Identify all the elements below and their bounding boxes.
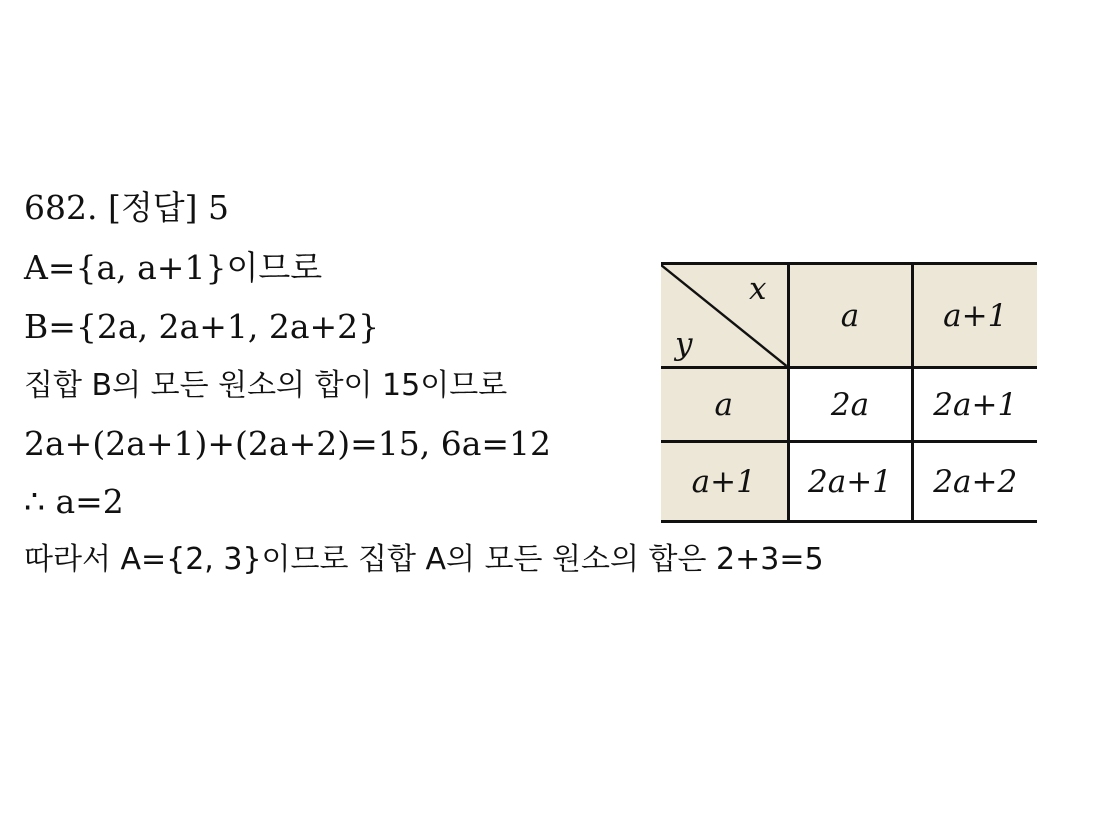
sum-condition: 집합 B의 모든 원소의 합이 15이므로 xyxy=(24,368,508,403)
table-header-row xyxy=(661,264,1037,368)
equation: 2a+(2a+1)+(2a+2)=15, 6a=12 xyxy=(24,424,552,463)
answer-heading: 682. [정답] 5 xyxy=(24,188,229,227)
conclusion: 따라서 A={2, 3}이므로 집합 A의 모든 원소의 합은 2+3=5 xyxy=(24,542,824,577)
table-cell: 2a xyxy=(788,368,912,442)
operation-table xyxy=(661,262,1037,523)
column-header: a xyxy=(788,264,912,368)
table-cell: 2a+2 xyxy=(912,442,1037,522)
row-header: a xyxy=(661,368,788,442)
table-cell: 2a+1 xyxy=(788,442,912,522)
corner-y-label: y xyxy=(675,326,693,362)
row-header: a+1 xyxy=(661,442,788,522)
set-b-definition: B={2a, 2a+1, 2a+2} xyxy=(24,307,380,346)
column-header: a+1 xyxy=(912,264,1037,368)
corner-x-label: x xyxy=(749,271,767,307)
table-row xyxy=(661,368,1037,442)
table-corner-cell xyxy=(661,264,788,368)
set-a-definition: A={a, a+1}이므로 xyxy=(24,248,323,287)
table-row xyxy=(661,442,1037,522)
table-cell: 2a+1 xyxy=(912,368,1037,442)
result-a: ∴ a=2 xyxy=(24,482,124,521)
